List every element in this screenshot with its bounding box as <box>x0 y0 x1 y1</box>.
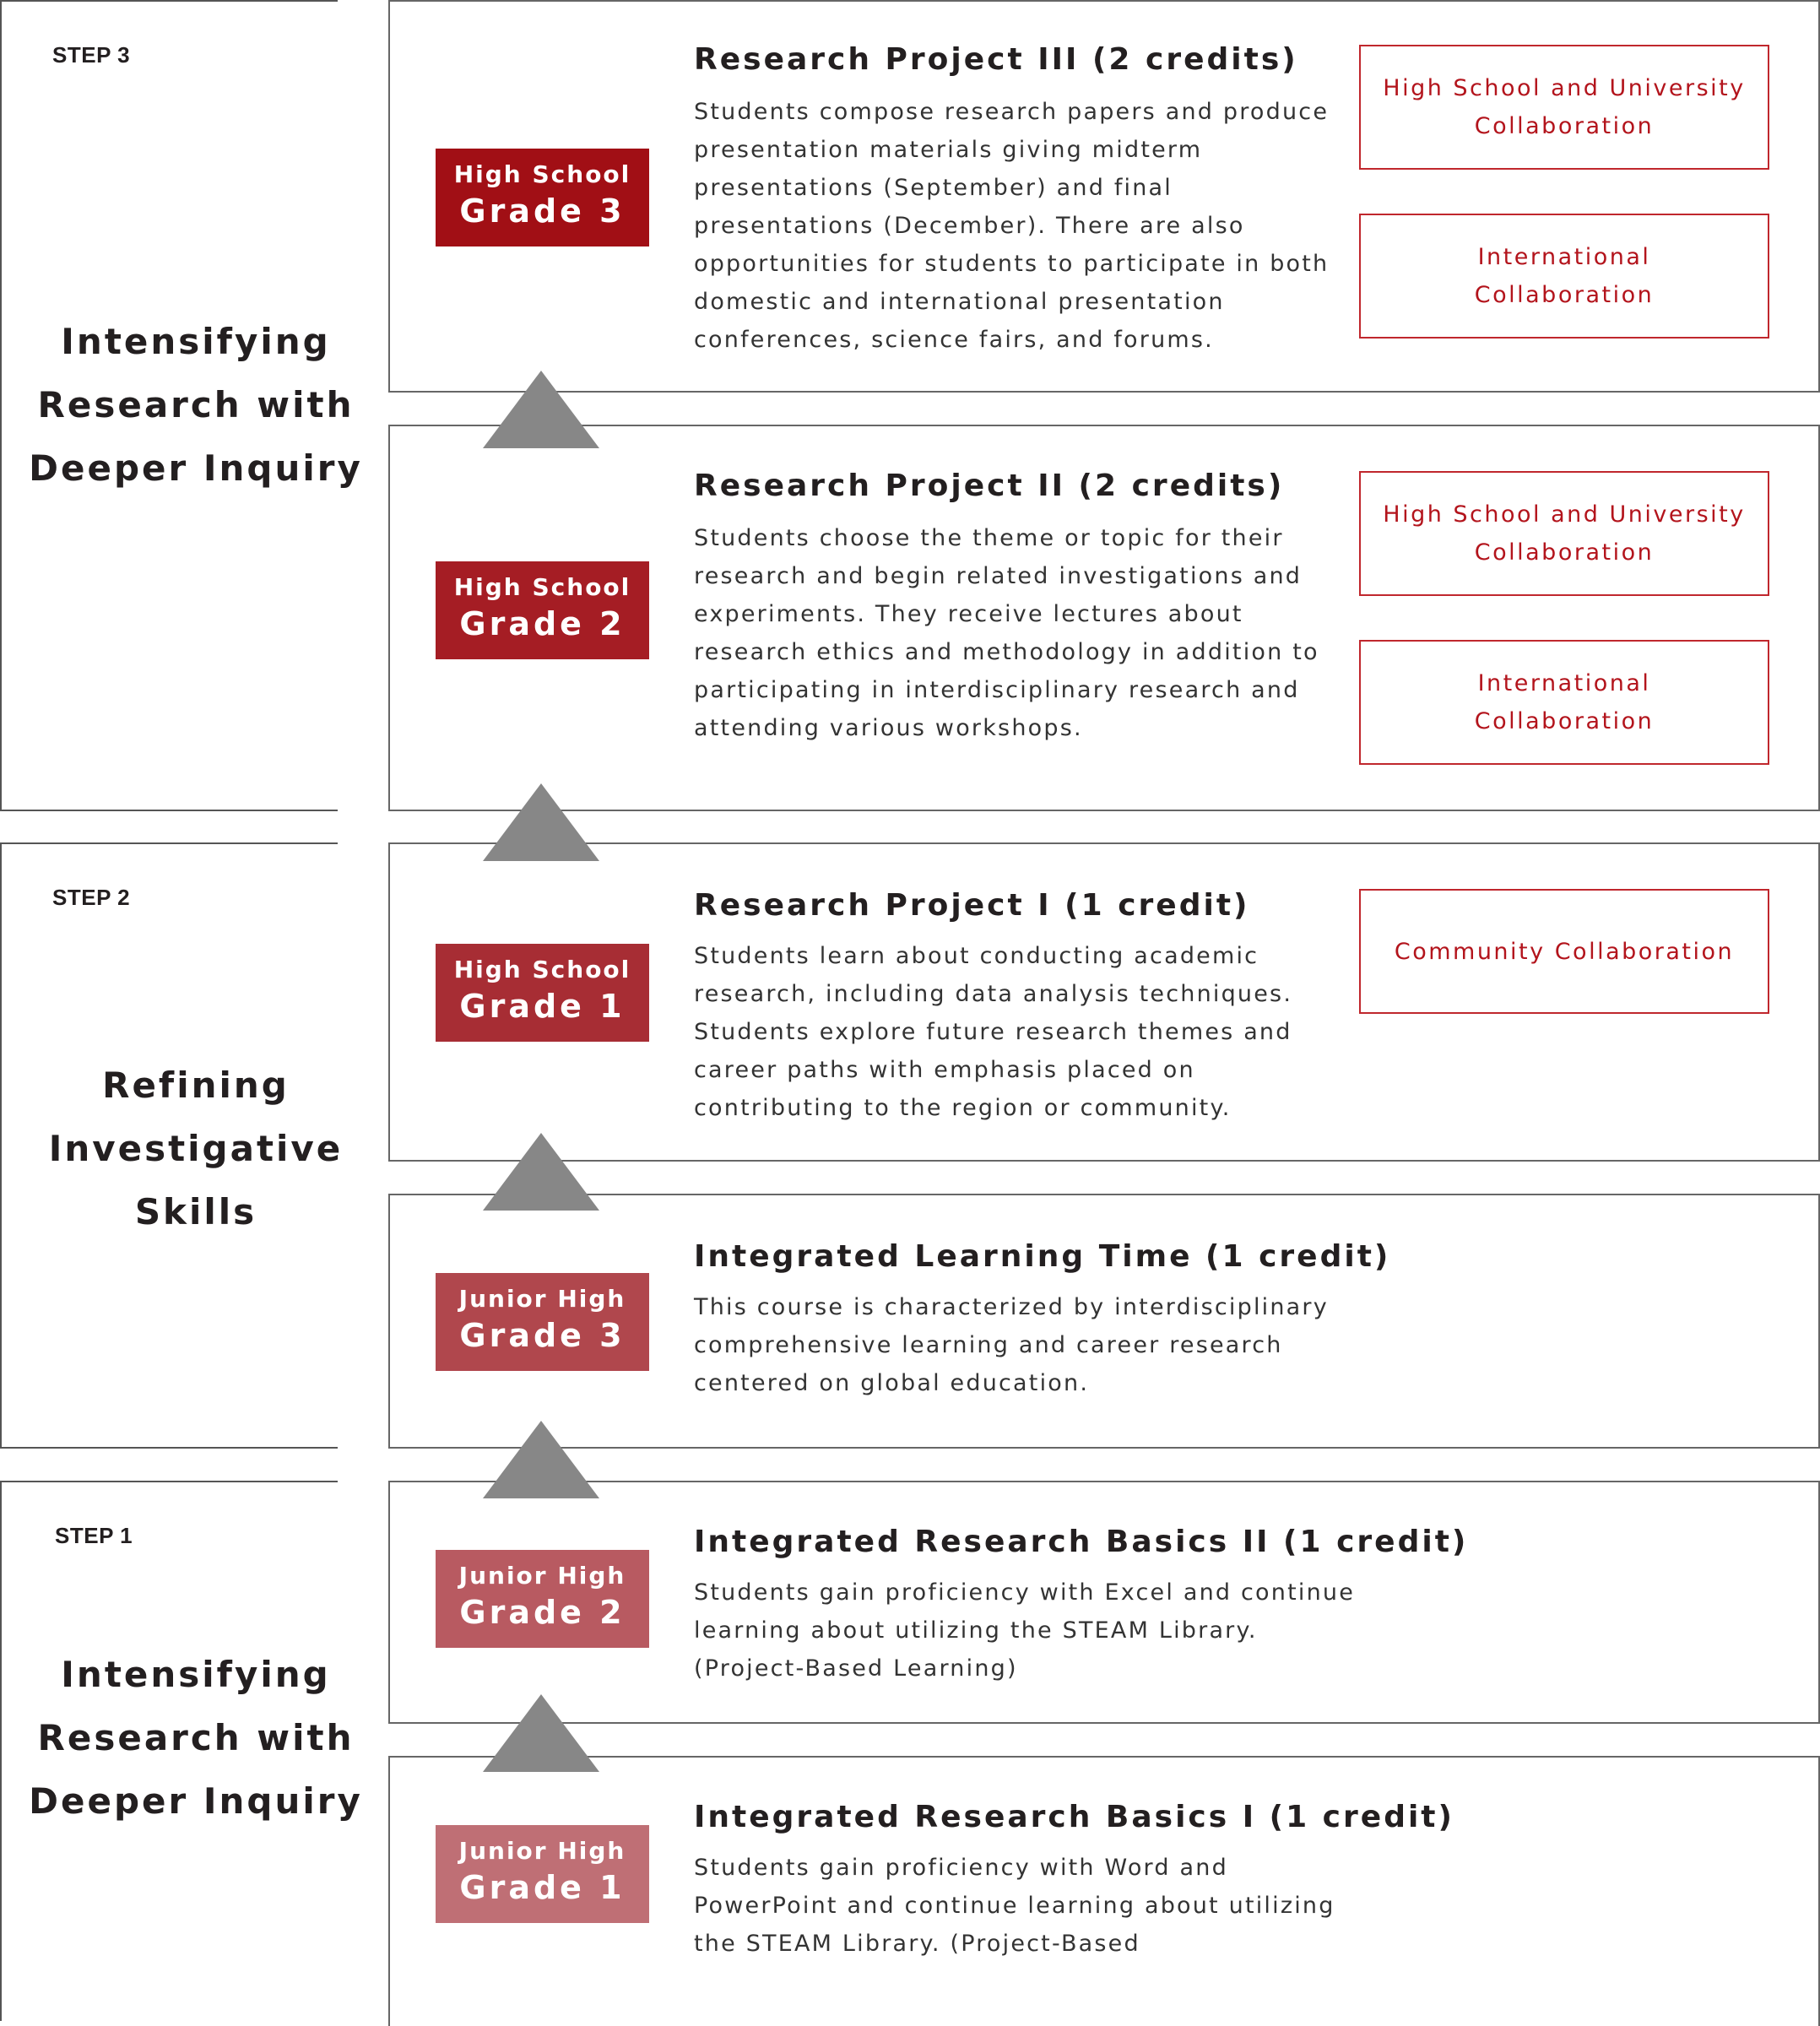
course-box-hs-grade-1 <box>388 842 1820 1162</box>
grade-badge-jh-grade-2 <box>436 1550 649 1648</box>
grade-badge-jh-grade-3 <box>436 1273 649 1371</box>
step-1-title <box>2 1643 390 1833</box>
step-1-label: STEP 1 <box>55 1523 133 1548</box>
course-description: Students gain proficiency with Excel and continue learning about utilizing the STEAM Library. (Project-Based Learning) <box>694 1579 1356 1682</box>
course-title: Integrated Learning Time (1 credit) <box>694 1239 1391 1274</box>
step-2-label: STEP 2 <box>52 885 131 910</box>
step-1-panel <box>0 1481 363 2021</box>
step-3-title-line-1: Intensifying <box>61 321 331 362</box>
grade-badge-level: Grade 2 <box>459 1594 626 1631</box>
collab-tag-hs-university: High School and University Collaboration <box>1359 45 1769 170</box>
grade-badge-level: Grade 2 <box>459 605 626 642</box>
course-description: Students learn about conducting academic research, including data analysis techniques. Students explore future research themes and career paths with emphasis placed on contributing to the region or community. <box>694 943 1293 1121</box>
course-box-jh-grade-2 <box>388 1481 1820 1724</box>
grade-badge-hs-grade-3 <box>436 149 649 246</box>
up-arrow-icon <box>483 371 599 448</box>
up-arrow-icon <box>483 1133 599 1211</box>
grade-badge-hs-grade-2 <box>436 561 649 659</box>
grade-badge-level: Grade 3 <box>459 192 626 230</box>
step-2-title-line-2: Investigative <box>48 1128 344 1169</box>
up-arrow-icon <box>483 1421 599 1498</box>
grade-badge-school: High School <box>453 160 631 188</box>
grade-badge-level: Grade 1 <box>459 988 626 1025</box>
course-description: This course is characterized by interdisciplinary comprehensive learning and career research centered on global education. <box>694 1294 1329 1396</box>
course-title: Integrated Research Basics I (1 credit) <box>694 1800 1454 1834</box>
step-3-title <box>2 310 390 500</box>
course-box-hs-grade-3 <box>388 0 1820 393</box>
step-2-title <box>2 1054 390 1243</box>
collab-tag-international: International Collaboration <box>1359 214 1769 339</box>
grade-badge-hs-grade-1 <box>436 944 649 1042</box>
course-box-hs-grade-2 <box>388 425 1820 811</box>
step-3-label: STEP 3 <box>52 42 131 68</box>
step-2-panel <box>0 842 344 1449</box>
course-title: Research Project III (2 credits) <box>694 42 1298 77</box>
grade-badge-jh-grade-1 <box>436 1825 649 1923</box>
course-title: Research Project I (1 credit) <box>694 888 1250 923</box>
step-1-title-line-1: Intensifying <box>61 1654 331 1695</box>
course-description: Students gain proficiency with Word and PowerPoint and continue learning about utilizing the STEAM Library. (Project-Based <box>694 1855 1335 1957</box>
course-title: Integrated Research Basics II (1 credit) <box>694 1525 1469 1559</box>
collab-tag-international: International Collaboration <box>1359 640 1769 765</box>
grade-badge-school: High School <box>453 573 631 601</box>
step-2-title-line-3: Skills <box>134 1191 257 1232</box>
collab-tag-hs-university: High School and University Collaboration <box>1359 471 1769 596</box>
step-1-title-line-2: Research with <box>37 1717 355 1758</box>
collab-tag-community: Community Collaboration <box>1359 889 1769 1014</box>
step-3-panel <box>0 0 363 811</box>
step-1-title-line-3: Deeper Inquiry <box>29 1780 363 1822</box>
course-box-jh-grade-1 <box>388 1756 1820 2026</box>
step-3-title-line-3: Deeper Inquiry <box>29 447 363 489</box>
course-title: Research Project II (2 credits) <box>694 469 1285 503</box>
step-3-title-line-2: Research with <box>37 384 355 425</box>
grade-badge-level: Grade 1 <box>459 1869 626 1906</box>
grade-badge-school: Junior High <box>458 1837 626 1865</box>
grade-badge-school: High School <box>453 956 631 983</box>
grade-badge-school: Junior High <box>458 1562 626 1590</box>
up-arrow-icon <box>483 783 599 861</box>
course-box-jh-grade-3 <box>388 1194 1820 1449</box>
course-description: Students choose the theme or topic for their research and begin related investigations and experiments. They receive lectures about research ethics and methodology in addition to participating in interdisciplinary research and attending various workshops. <box>694 525 1319 741</box>
course-description: Students compose research papers and produce presentation materials giving midterm presentations (September) and final presentations (December). There are also opportunities for students to participate in both domestic and international presentation conferences, science fairs, and forums. <box>694 99 1330 353</box>
step-2-title-line-1: Refining <box>102 1064 290 1106</box>
grade-badge-school: Junior High <box>458 1285 626 1313</box>
up-arrow-icon <box>483 1694 599 1772</box>
grade-badge-level: Grade 3 <box>459 1317 626 1354</box>
